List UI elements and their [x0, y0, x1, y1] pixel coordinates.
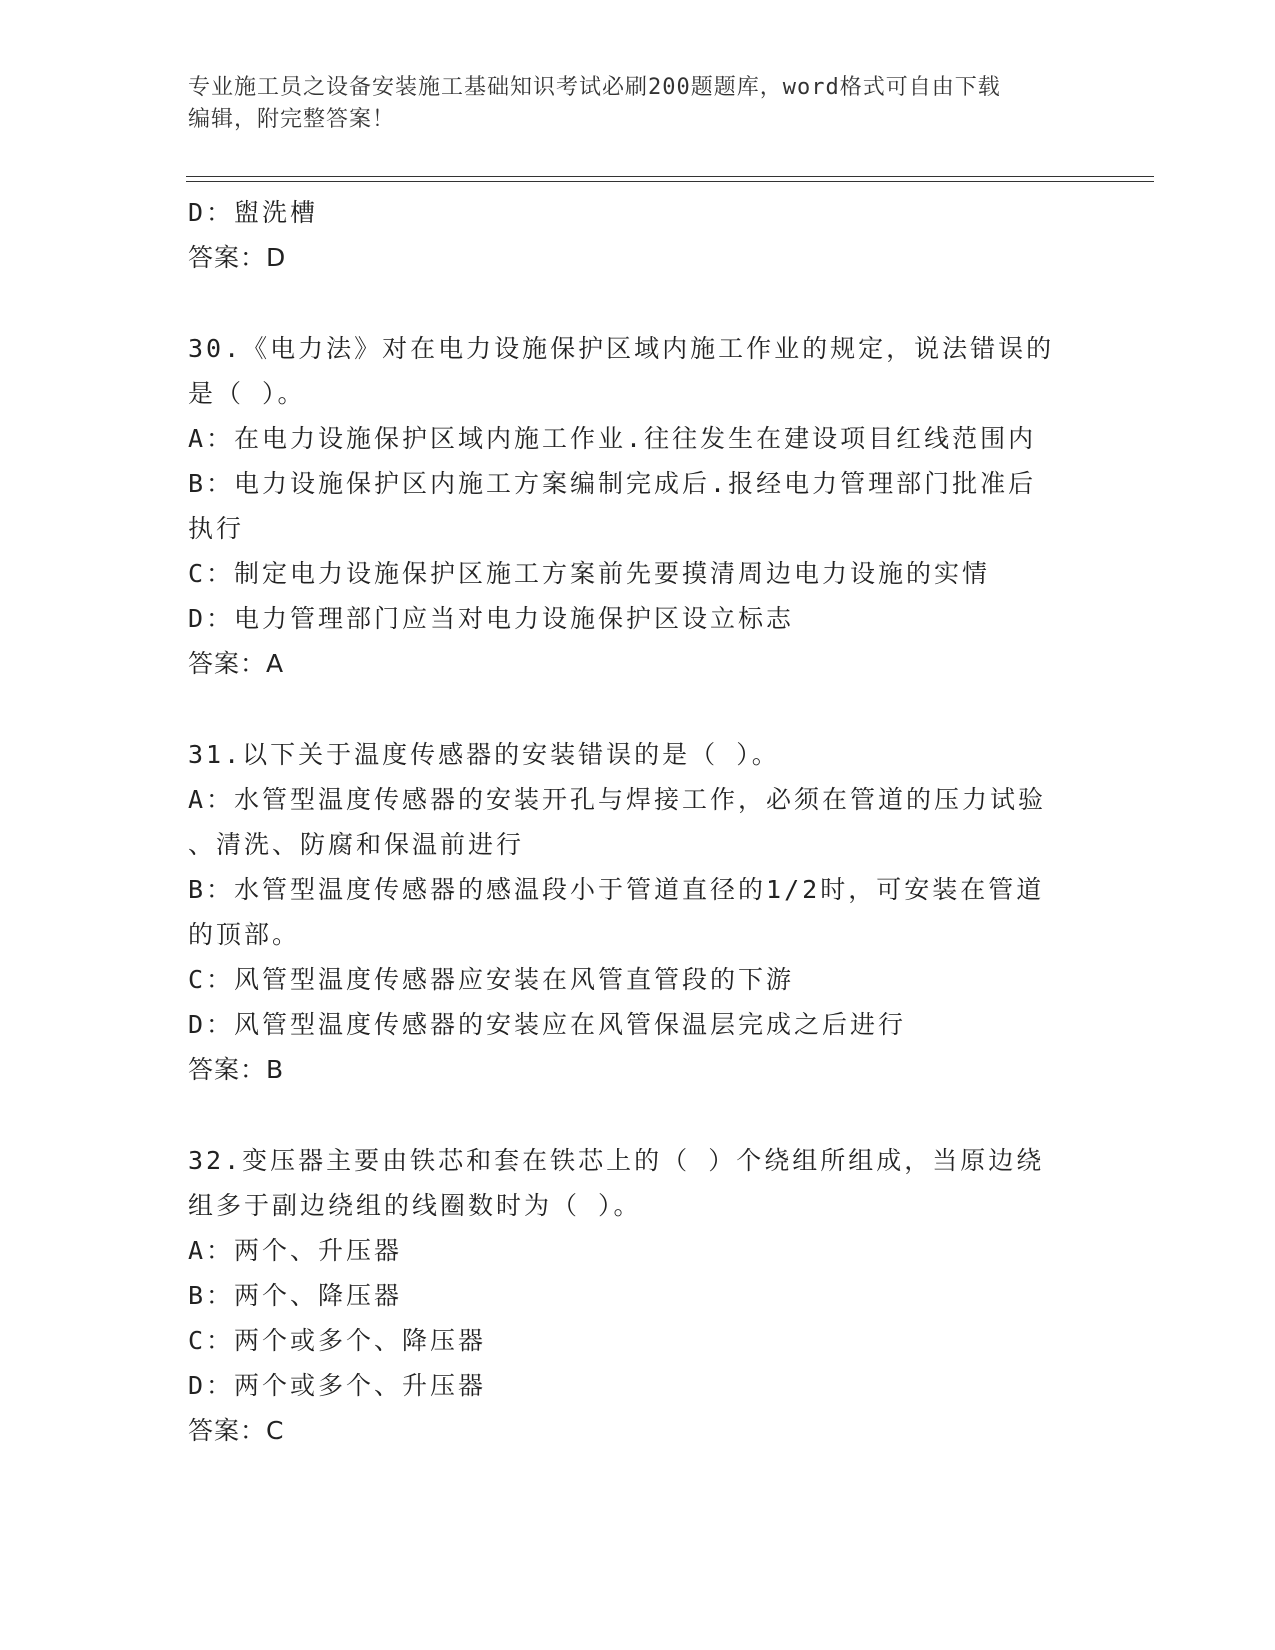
spacer [188, 1092, 1078, 1138]
option-b: B：两个、降压器 [188, 1281, 403, 1310]
prev-answer [188, 235, 1078, 280]
question-answer [188, 641, 1078, 686]
option-c: C：制定电力设施保护区施工方案前先要摸清周边电力设施的实情 [188, 559, 991, 588]
answer-value: C [266, 1416, 285, 1445]
option-a: A：在电力设施保护区域内施工作业.往往发生在建设项目红线范围内 [188, 424, 1037, 453]
question-stem: 组多于副边绕组的线圈数时为（ ）。 [188, 1191, 642, 1220]
option-b: B：水管型温度传感器的感温段小于管道直径的1/2时，可安装在管道 [188, 875, 1045, 904]
header-line-2: 编辑，附完整答案！ [188, 107, 396, 132]
option-b-cont: 的顶部。 [188, 920, 301, 949]
question-stem: 31.以下关于温度传感器的安装错误的是（ ）。 [188, 740, 780, 769]
header-rule-top [186, 176, 1154, 177]
question-stem: 32.变压器主要由铁芯和套在铁芯上的（ ）个绕组所组成，当原边绕 [188, 1146, 1045, 1175]
spacer [188, 280, 1078, 326]
option-b: B：电力设施保护区内施工方案编制完成后.报经电力管理部门批准后 [188, 469, 1037, 498]
header-line-1: 专业施工员之设备安装施工基础知识考试必刷200题题库，word格式可自由下载 [188, 75, 1001, 100]
answer-label: 答案： [188, 1416, 267, 1445]
option-a-cont: 、清洗、防腐和保温前进行 [188, 830, 525, 859]
question-stem: 30.《电力法》对在电力设施保护区域内施工作业的规定，说法错误的 [188, 334, 1055, 363]
option-d: D：两个或多个、升压器 [188, 1371, 487, 1400]
option-a: A：水管型温度传感器的安装开孔与焊接工作，必须在管道的压力试验 [188, 785, 1047, 814]
option-c: C：两个或多个、降压器 [188, 1326, 487, 1355]
option-b-cont: 执行 [188, 514, 245, 543]
question-30 [188, 326, 1078, 686]
answer-label: 答案： [188, 243, 267, 272]
answer-value: B [266, 1055, 285, 1084]
option-a: A：两个、升压器 [188, 1236, 403, 1265]
question-answer [188, 1408, 1078, 1453]
document-body [188, 190, 1078, 1453]
option-c: C：风管型温度传感器应安装在风管直管段的下游 [188, 965, 795, 994]
option-d: D：风管型温度传感器的安装应在风管保温层完成之后进行 [188, 1010, 907, 1039]
document-header [188, 72, 1088, 136]
question-answer [188, 1047, 1078, 1092]
header-rule-bottom [186, 181, 1154, 182]
prev-option-d: D：盥洗槽 [188, 198, 319, 227]
question-stem: 是（ ）。 [188, 379, 306, 408]
answer-label: 答案： [188, 649, 267, 678]
question-32 [188, 1138, 1078, 1453]
option-d: D：电力管理部门应当对电力设施保护区设立标志 [188, 604, 795, 633]
answer-value: D [266, 243, 287, 272]
question-31 [188, 732, 1078, 1092]
answer-label: 答案： [188, 1055, 267, 1084]
spacer [188, 686, 1078, 732]
answer-value: A [266, 649, 285, 678]
